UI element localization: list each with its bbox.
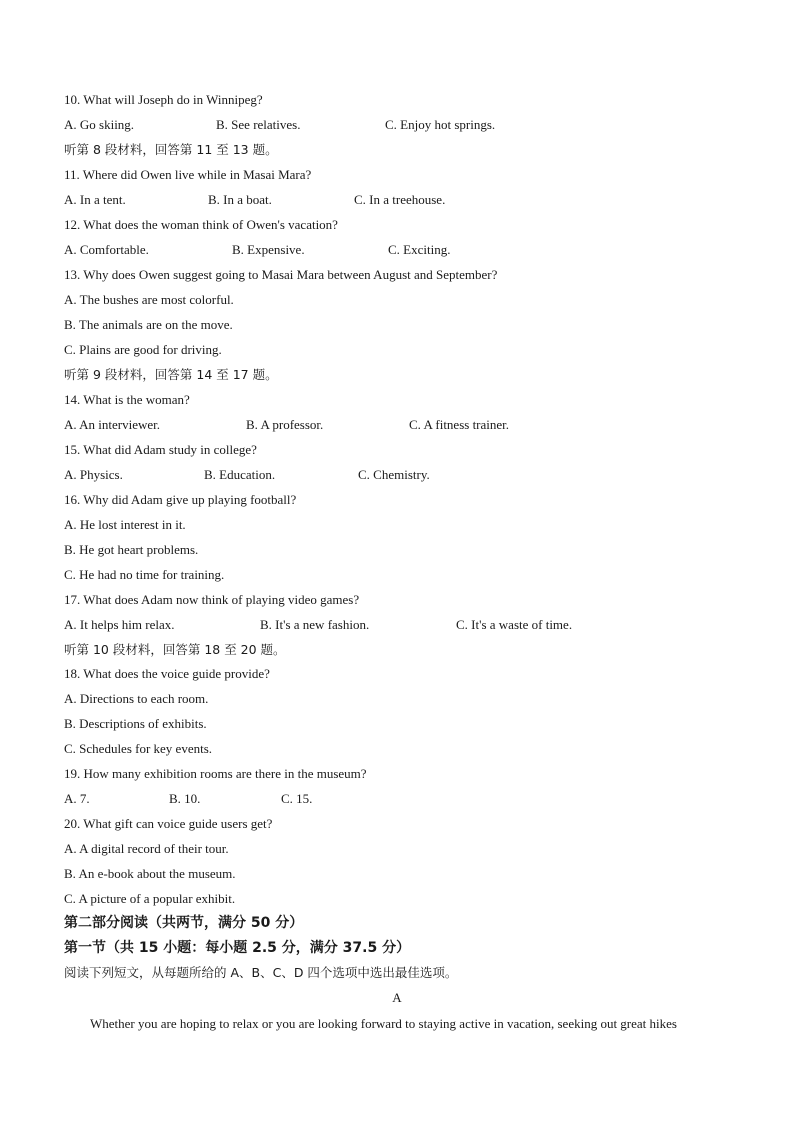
q15-option-c: C. Chemistry. <box>358 467 430 482</box>
q12-option-a: A. Comfortable. <box>64 242 149 257</box>
section-1-heading: 第一节（共 15 小题：每小题 2.5 分，满分 37.5 分） <box>64 940 411 956</box>
q17-option-b: B. It's a new fashion. <box>260 617 370 632</box>
q13-option-b: B. The animals are on the move. <box>64 317 233 332</box>
q18-option-a: A. Directions to each room. <box>64 691 209 706</box>
section-10-instruction: 听第 10 段材料，回答第 18 至 20 题。 <box>64 642 286 657</box>
question-16: 16. Why did Adam give up playing football? <box>64 492 297 507</box>
q16-option-b: B. He got heart problems. <box>64 542 199 557</box>
q10-option-a: A. Go skiing. <box>64 117 135 132</box>
question-11: 11. Where did Owen live while in Masai Mara? <box>64 167 312 182</box>
section-9-instruction: 听第 9 段材料，回答第 14 至 17 题。 <box>64 367 278 382</box>
q11-option-c: C. In a treehouse. <box>354 192 446 207</box>
q17-option-a: A. It helps him relax. <box>64 617 175 632</box>
q14-option-c: C. A fitness trainer. <box>409 417 510 432</box>
q19-option-b: B. 10. <box>169 791 201 806</box>
reading-instruction: 阅读下列短文，从每题所给的 A、B、C、D 四个选项中选出最佳选项。 <box>64 965 458 980</box>
q20-option-c: C. A picture of a popular exhibit. <box>64 891 236 906</box>
q12-option-b: B. Expensive. <box>232 242 305 257</box>
question-18: 18. What does the voice guide provide? <box>64 666 270 681</box>
question-12: 12. What does the woman think of Owen's vacation? <box>64 217 338 232</box>
q20-option-b: B. An e-book about the museum. <box>64 866 236 881</box>
q16-option-c: C. He had no time for training. <box>64 567 225 582</box>
q13-option-c: C. Plains are good for driving. <box>64 342 222 357</box>
q14-option-b: B. A professor. <box>246 417 324 432</box>
q16-option-a: A. He lost interest in it. <box>64 517 186 532</box>
q19-option-a: A. 7. <box>64 791 90 806</box>
question-14: 14. What is the woman? <box>64 392 190 407</box>
q11-option-a: A. In a tent. <box>64 192 126 207</box>
question-19: 19. How many exhibition rooms are there in the museum? <box>64 766 367 781</box>
q10-option-b: B. See relatives. <box>216 117 301 132</box>
q11-option-b: B. In a boat. <box>208 192 272 207</box>
q20-option-a: A. A digital record of their tour. <box>64 841 229 856</box>
q17-option-c: C. It's a waste of time. <box>456 617 573 632</box>
q15-option-a: A. Physics. <box>64 467 123 482</box>
question-20: 20. What gift can voice guide users get? <box>64 816 273 831</box>
q18-option-c: C. Schedules for key events. <box>64 741 213 756</box>
part-2-heading: 第二部分阅读（共两节，满分 50 分） <box>64 915 304 931</box>
q15-option-b: B. Education. <box>204 467 276 482</box>
q14-option-a: A. An interviewer. <box>64 417 161 432</box>
question-10: 10. What will Joseph do in Winnipeg? <box>64 92 263 107</box>
q13-option-a: A. The bushes are most colorful. <box>64 292 234 307</box>
q10-option-c: C. Enjoy hot springs. <box>385 117 496 132</box>
question-17: 17. What does Adam now think of playing video games? <box>64 592 360 607</box>
passage-label: A <box>392 990 402 1005</box>
question-13: 13. Why does Owen suggest going to Masai Mara between August and September? <box>64 267 498 282</box>
q12-option-c: C. Exciting. <box>388 242 451 257</box>
section-8-instruction: 听第 8 段材料，回答第 11 至 13 题。 <box>64 142 278 157</box>
question-15: 15. What did Adam study in college? <box>64 442 257 457</box>
q19-option-c: C. 15. <box>281 791 313 806</box>
q18-option-b: B. Descriptions of exhibits. <box>64 716 207 731</box>
passage-a-text: Whether you are hoping to relax or you are looking forward to staying active in vacation, seeking out great hikes <box>90 1016 677 1031</box>
